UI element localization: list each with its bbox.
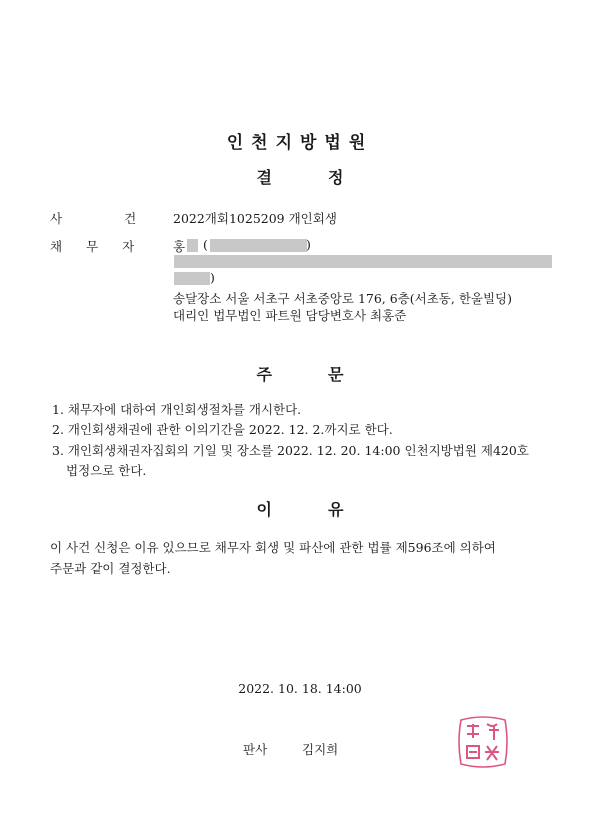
order-item-1: 1. 채무자에 대하여 개인회생절차를 개시한다. [52,402,302,417]
case-number: 2022개회1025209 개인회생 [173,211,337,226]
debtor-agent: 대리인 법무법인 파트원 담당변호사 최홍준 [173,308,407,323]
debtor-address-close: ) [210,270,215,285]
debtor-label [50,237,134,255]
document-title-right: 정 [328,168,344,187]
court-name: 인천지방법원 [226,133,374,153]
redacted-name [187,239,198,252]
debtor-paren-open: ( [203,237,208,252]
case-label [50,209,136,227]
debtor-label-char-3: 자 [122,239,135,254]
redacted-id-number [210,239,307,252]
judge-title: 판사 [243,742,268,757]
debtor-name-prefix: 홍 [173,239,186,254]
service-address: 송달장소 서울 서초구 서초중앙로 176, 6층(서초동, 한울빌딩) [173,291,513,306]
order-title-left: 주 [256,365,272,384]
redacted-address-line [174,255,552,268]
judge-name: 김지희 [302,742,339,757]
redacted-address-tail [174,272,210,285]
debtor-label-char-2: 무 [86,239,99,254]
order-item-3: 3. 개인회생채권자집회의 기일 및 장소를 2022. 12. 20. 14:00 인천지방법원 제420호 [52,443,529,458]
order-item-2: 2. 개인회생채권에 관한 이의기간을 2022. 12. 2.까지로 한다. [52,422,393,437]
reason-title-left: 이 [256,500,272,519]
order-item-3-continued: 법정으로 한다. [66,463,147,478]
debtor-paren-close: ) [306,237,311,252]
judge-seal-stamp [455,712,511,772]
reason-line-1: 이 사건 신청은 이유 있으므로 채무자 회생 및 파산에 관한 법률 제596조에 의하여 [50,540,496,555]
reason-line-2: 주문과 같이 결정한다. [50,561,171,576]
order-title-right: 문 [328,365,344,384]
case-label-char-1: 사 [50,211,63,226]
document-title [0,165,600,188]
order-title [0,362,600,385]
reason-title [0,497,600,520]
debtor-label-char-1: 채 [50,239,63,254]
decision-date: 2022. 10. 18. 14:00 [238,681,362,696]
document-title-left: 결 [256,168,272,187]
reason-title-right: 유 [328,500,344,519]
case-label-char-2: 건 [124,211,137,226]
